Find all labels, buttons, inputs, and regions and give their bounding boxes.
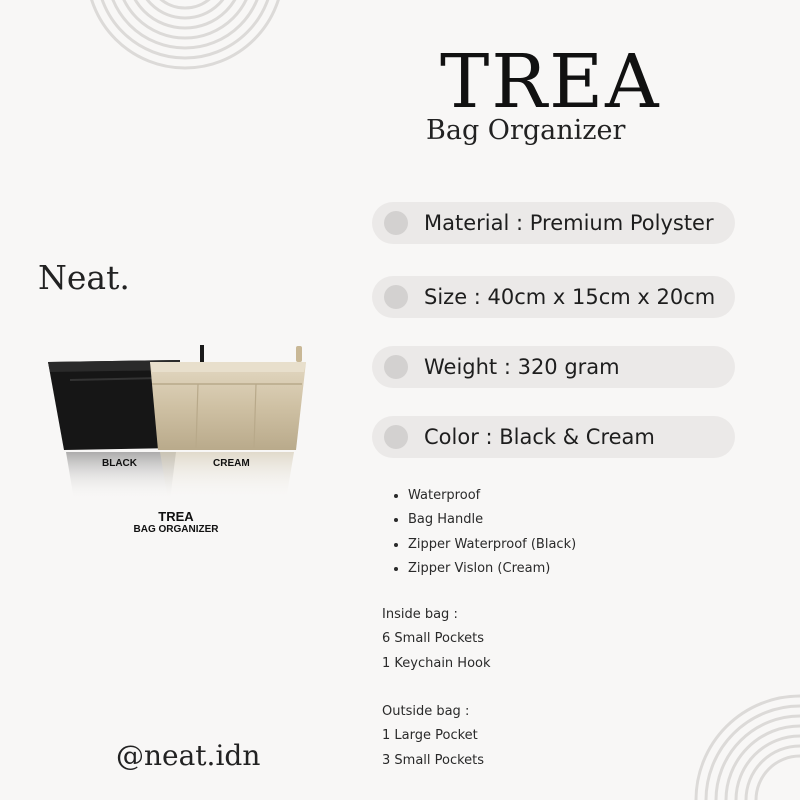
spec-color (372, 416, 735, 458)
list-item: 1 Keychain Hook (382, 655, 491, 671)
product-subname: BAG ORGANIZER (133, 524, 219, 535)
spec-label: Color : Black & Cream (424, 425, 655, 449)
list-item: 6 Small Pockets (382, 631, 485, 647)
black-label: BLACK (102, 458, 137, 469)
list-item: • Waterproof (408, 484, 576, 508)
spec-material (372, 202, 735, 244)
list-item: • Zipper Waterproof (Black) (408, 533, 576, 557)
outside-bag-section (382, 700, 484, 773)
brand-logo: Neat. (38, 258, 130, 297)
bullet-circle-icon (384, 355, 408, 379)
bullet-circle-icon (384, 211, 408, 235)
product-image (40, 340, 312, 510)
spec-label: Material : Premium Polyster (424, 211, 714, 235)
social-handle: @neat.idn (116, 739, 261, 772)
spec-weight (372, 346, 735, 388)
list-item: • Zipper Vislon (Cream) (408, 557, 576, 581)
spec-size (372, 276, 735, 318)
list-item: 1 Large Pocket (382, 728, 478, 744)
decorative-arcs-top (75, 0, 295, 70)
spec-label: Size : 40cm x 15cm x 20cm (424, 285, 716, 309)
spec-label: Weight : 320 gram (424, 355, 620, 379)
feature-list (382, 484, 576, 581)
bullet-circle-icon (384, 285, 408, 309)
outside-heading: Outside bag : (382, 704, 470, 719)
decorative-arcs-bottom (690, 690, 800, 800)
product-name: TREA (158, 509, 194, 524)
inside-bag-section (382, 603, 491, 676)
bag-illustration (40, 340, 312, 510)
cream-bag (150, 362, 306, 450)
list-item: 3 Small Pockets (382, 752, 485, 768)
inside-heading: Inside bag : (382, 607, 458, 622)
cream-label: CREAM (213, 458, 250, 469)
page-title: TREA (440, 39, 661, 125)
list-item: • Bag Handle (408, 508, 576, 532)
page-subtitle: Bag Organizer (426, 115, 626, 146)
bullet-circle-icon (384, 425, 408, 449)
